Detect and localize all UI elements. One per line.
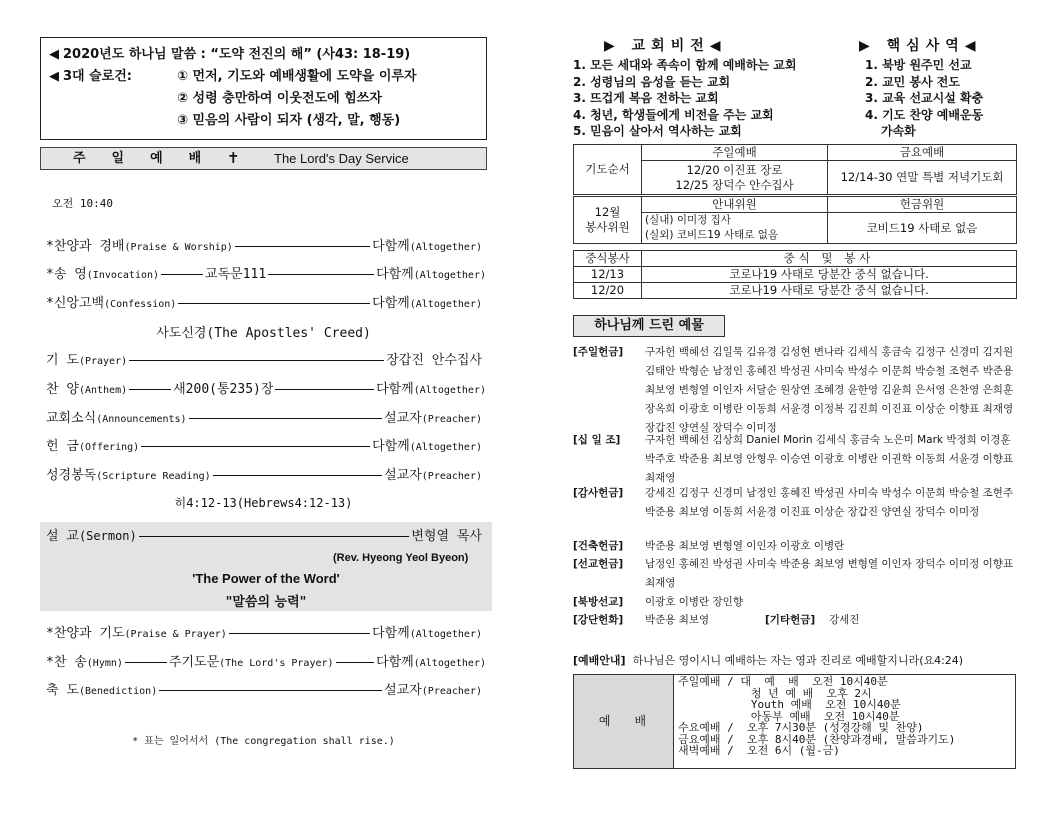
- order-item-en: (Announcements): [96, 414, 187, 425]
- order-item-leader: 다함께: [376, 267, 414, 282]
- order-item: [46, 654, 486, 672]
- order-item-leader-en: (Preacher): [421, 686, 482, 697]
- sermon-preacher: 변형열 목사: [411, 529, 482, 544]
- sermon-label-en: (Sermon): [78, 529, 137, 543]
- slogan-row: [49, 110, 478, 132]
- service-header: [40, 147, 487, 170]
- lunch-text: 코로나19 사태로 당분간 중식 없습니다.: [642, 267, 1017, 283]
- worship-note-text: 하나님은 영이시니 예배하는 자는 영과 진리로 예배할지니라(요4:24): [632, 654, 964, 667]
- order-item-leader-en: (Altogether): [409, 442, 482, 453]
- offering-category: [북방선교]: [573, 596, 624, 608]
- leader-dash: [159, 690, 382, 691]
- worship-note: [573, 652, 963, 668]
- annual-theme-box: [40, 37, 487, 140]
- ministry-list: [865, 57, 983, 140]
- service-title-ko: 주일예배: [73, 151, 228, 166]
- order-item-en: (Praise & Prayer): [124, 629, 227, 640]
- order-item-title: *찬양과 기도: [46, 626, 125, 641]
- vision-item: 4. 청년, 학생들에게 비전을 주는 교회: [573, 107, 774, 122]
- leader-dash: [213, 475, 382, 476]
- sermon-line: [46, 528, 482, 545]
- sunday-prayer-2: 12/25 장덕수 안수집사: [675, 177, 794, 192]
- order-item: [46, 438, 482, 456]
- offering-names: 강세진 김정구 신경미 남정인 홍혜진 박성권 사미숙 박성수 이문희 박승철 조현주 박준용 최보영 이동희 서윤경 이진표 이상순 장갑진 양연실 장덕수 이미정: [645, 487, 1014, 518]
- lunch-text: 코로나19 사태로 당분간 중식 없습니다.: [642, 283, 1017, 299]
- order-item-leader: 장갑진 안수집사: [386, 353, 482, 368]
- worship-note-label: [예배안내]: [573, 654, 626, 667]
- leader-dash: [129, 389, 171, 390]
- ministry-item: 3. 교육 선교시설 확충: [865, 91, 984, 105]
- order-item-leader-en: (Altogether): [409, 629, 482, 640]
- col-lunch: 중식봉사: [574, 251, 642, 267]
- offering-names: 구자헌 백혜선 김일묵 김유경 김성현 변나라 김세식 홍금숙 김정구 신경미 김지원 김태안 박형순 남정인 홍혜진 박성권 사미숙 박성수 이문희 박승철 조현주 박준용 최보영 변형열 이인자 서달순 원상연 조혜경 윤한영 김윤희 은서영 은찬영 은희훈 장옥희 이광호 이병란 이동희 서윤경 이정복 김진희 이진표 이상순 이향표 최재영 장갑진 양연실 장덕수 이미정: [645, 346, 1014, 434]
- service-title-en: The Lord's Day Service: [274, 151, 409, 166]
- order-item-leader-en: (Preacher): [421, 414, 482, 425]
- offering-category: [주일헌금]: [573, 346, 624, 358]
- order-item: [46, 467, 482, 485]
- order-item-leader: 다함께: [376, 655, 414, 670]
- order-item-en: (Invocation): [86, 270, 160, 281]
- service-time: 오전 10:40: [52, 197, 113, 210]
- volunteer-row-label: [574, 197, 642, 244]
- volunteer-table: [573, 196, 1017, 244]
- offering-title: 하나님께 드린 예물: [573, 315, 725, 337]
- left-triangle-icon: ◀: [49, 69, 59, 84]
- leader-dash: [229, 633, 370, 634]
- order-item-title: 기 도: [46, 353, 79, 368]
- order-item-title: 찬 양: [46, 382, 79, 397]
- order-item-leader-en: (Altogether): [409, 299, 482, 310]
- order-item-title: 교회소식: [46, 411, 97, 426]
- preacher-en: (Rev. Hyeong Yeol Byeon): [333, 552, 469, 564]
- slogan-row: [49, 88, 478, 110]
- scripture-reference: 히4:12-13(Hebrews4:12-13): [174, 496, 353, 510]
- vision-heading: ▶ 교회비전◀: [604, 38, 727, 54]
- ministry-heading: ▶ 핵심사역◀: [859, 38, 982, 54]
- leader-dash: [178, 303, 370, 304]
- offering-names: 이광호 이병란 장인향: [645, 596, 743, 608]
- order-item-title: 축 도: [46, 683, 79, 698]
- order-item: [46, 295, 482, 313]
- lunch-table: [573, 250, 1017, 299]
- order-item-en: (Scripture Reading): [96, 471, 211, 482]
- worship-schedule-table: [573, 674, 1016, 769]
- vision-list: [573, 57, 796, 140]
- order-item-middle: 교독문111: [205, 267, 267, 282]
- ministry-item: 가속화: [881, 124, 916, 138]
- prayer-order-table: [573, 144, 1017, 195]
- order-item-title: 헌 금: [46, 439, 79, 454]
- slogan-2: ② 성령 충만하여 이웃전도에 힘쓰자: [177, 91, 382, 106]
- order-item: [46, 266, 486, 284]
- order-item-middle: 새200(통235)장: [173, 382, 274, 397]
- leader-dash: [189, 418, 383, 419]
- leader-dash: [139, 536, 410, 537]
- usher-outdoor: (실외) 코비드19 사태로 없음: [645, 229, 778, 241]
- vision-item: 3. 뜨겁게 복음 전하는 교회: [573, 91, 719, 105]
- lunch-date: 12/20: [574, 283, 642, 299]
- order-item-title: *신앙고백: [46, 296, 105, 311]
- offering-names-other: 강세진: [829, 614, 860, 626]
- order-item-title: *송 영: [46, 267, 87, 282]
- order-item-title: *찬양과 경배: [46, 239, 125, 254]
- order-item: [46, 381, 486, 399]
- sermon-label: 설 교: [46, 529, 79, 544]
- ministry-item: 1. 북방 원주민 선교: [865, 58, 972, 72]
- leader-dash: [161, 274, 203, 275]
- offering-building: [573, 537, 1023, 556]
- apostles-creed: 사도신경(The Apostles' Creed): [156, 326, 371, 341]
- sermon-topic-en: 'The Power of the Word': [192, 571, 340, 586]
- order-item-en: (Prayer): [78, 356, 128, 367]
- offering-category: [선교헌금]: [573, 558, 624, 570]
- friday-prayer: 12/14-30 연말 특별 저녁기도회: [828, 161, 1017, 195]
- offering-team-cell: 코비드19 사태로 없음: [828, 213, 1017, 244]
- offering-names: 박준용 최보영 변형열 이인자 이광호 이병란: [645, 540, 845, 552]
- vision-item: 1. 모든 세대와 족속이 함께 예배하는 교회: [573, 58, 797, 72]
- leader-dash: [235, 246, 370, 247]
- order-item: [46, 352, 482, 370]
- offering-category: [건축헌금]: [573, 540, 624, 552]
- offering-mission: [573, 555, 1023, 593]
- offering-altar-flowers: [573, 611, 1023, 630]
- order-item-leader: 다함께: [372, 626, 410, 641]
- volunteer-month: 12월: [594, 205, 621, 219]
- order-item-leader-en: (Preacher): [421, 471, 482, 482]
- leader-dash: [268, 274, 374, 275]
- cross-icon: ✝: [227, 149, 240, 167]
- annual-theme: ◀ 2020년도 하나님 말씀 : “도약 전진의 해” (사43: 18-19): [49, 44, 478, 66]
- leader-dash: [125, 662, 167, 663]
- order-item: [46, 410, 482, 428]
- slogan-row: [49, 66, 478, 88]
- order-item-leader: 다함께: [372, 296, 410, 311]
- order-item-leader: 설교자: [384, 468, 422, 483]
- order-item-leader: 설교자: [384, 411, 422, 426]
- offering-category: [강단헌화]: [573, 614, 624, 626]
- col-friday: 금요예배: [828, 145, 1017, 161]
- leader-dash: [336, 662, 375, 663]
- lunch-date: 12/13: [574, 267, 642, 283]
- sunday-prayer-1: 12/20 이진표 장로: [686, 162, 783, 177]
- volunteer-label: 봉사위원: [585, 220, 630, 234]
- ushers-cell: [642, 213, 828, 244]
- order-item-en: (Benediction): [78, 686, 158, 697]
- order-item-en: (Anthem): [78, 385, 128, 396]
- order-item-leader-en: (Altogether): [413, 385, 486, 396]
- order-item-leader: 다함께: [372, 439, 410, 454]
- vision-item: 2. 성령님의 음성을 듣는 교회: [573, 74, 731, 89]
- worship-schedule-label: 예배: [574, 675, 674, 768]
- leader-dash: [141, 446, 370, 447]
- offering-thanks: [573, 484, 1023, 540]
- offering-names: 구자헌 백혜선 김상희 Daniel Morin 김세식 홍금숙 노은미 Mark 박정희 이경훈 박주호 박준용 최보영 안형우 이승연 이광호 이병란 이권학 이동희 서윤경 이향표 최재영: [645, 434, 1014, 484]
- order-item: [46, 625, 482, 643]
- ministry-item: 4. 기도 찬양 예배운동: [865, 107, 984, 122]
- prayer-row-label: 기도순서: [574, 145, 642, 195]
- offering-category: [감사헌금]: [573, 487, 624, 499]
- order-item-leader: 다함께: [376, 382, 414, 397]
- slogan-3: ③ 믿음의 사람이 되자 (생각, 말, 행동): [177, 113, 401, 128]
- order-item-middle: 주기도문: [168, 655, 220, 670]
- offering-names: 남정인 홍혜진 박성권 사미숙 박준용 최보영 변형열 이인자 장덕수 이미정 이향표 최재영: [645, 558, 1014, 589]
- order-item-en: (Praise & Worship): [124, 242, 233, 253]
- order-item-leader-en: (Altogether): [413, 270, 486, 281]
- slogan-1: ① 먼저, 기도와 예배생활에 도약을 이루자: [177, 69, 417, 84]
- left-triangle-icon: ◀: [49, 47, 59, 62]
- sunday-prayer: [642, 161, 828, 195]
- order-item-leader: 다함께: [372, 239, 410, 254]
- offering-north-mission: [573, 593, 1023, 612]
- order-item: [46, 682, 482, 700]
- sermon-topic-ko: "말씀의 능력": [225, 595, 307, 610]
- order-item-en: (Confession): [104, 299, 177, 310]
- worship-schedule-times: 주일예배 / 대 예 배 오전 10시40분 청 년 예 배 오후 2시 Youth 예배 오전 10시40분 아동부 예배 오전 10시40분 수요예배 / 오후 7시30분 (성경강해 및 찬양) 금요예배 / 오후 8시40분 (찬양과경배, 말씀과기도) 새벽예배 / 오전 6시 (월-금): [678, 675, 956, 757]
- leader-dash: [275, 389, 374, 390]
- offering-category-other: [기타헌금]: [765, 614, 816, 626]
- order-item-title: 성경봉독: [46, 468, 97, 483]
- order-item-leader-en: (Altogether): [409, 242, 482, 253]
- col-offering-team: 헌금위원: [828, 197, 1017, 213]
- offering-sunday: [573, 343, 1023, 434]
- ministry-item: 2. 교민 봉사 전도: [865, 74, 960, 89]
- order-item-title: *찬 송: [46, 655, 87, 670]
- order-item-en: (Hymn): [86, 658, 123, 669]
- col-ushers: 안내위원: [642, 197, 828, 213]
- order-item: [46, 238, 482, 256]
- leader-dash: [129, 360, 384, 361]
- vision-item: 5. 믿음이 살아서 역사하는 교회: [573, 124, 742, 138]
- order-item-en: (Offering): [78, 442, 140, 453]
- order-item-leader-en: (Altogether): [413, 658, 486, 669]
- order-item-middle-en: (The Lord's Prayer): [219, 658, 334, 669]
- offering-category: [십 일 조]: [573, 434, 621, 446]
- footnote: * 표는 일어서서 (The congregation shall rise.): [132, 736, 395, 747]
- offering-tithe: [573, 431, 1023, 487]
- col-lunch-desc: 중식 및 봉사: [642, 251, 1017, 267]
- slogan-label: 3대 슬로건:: [63, 69, 133, 84]
- order-item-leader: 설교자: [384, 683, 422, 698]
- usher-indoor: (실내) 이미정 집사: [645, 214, 731, 226]
- offering-names: 박준용 최보영: [645, 614, 710, 626]
- col-sunday: 주일예배: [642, 145, 828, 161]
